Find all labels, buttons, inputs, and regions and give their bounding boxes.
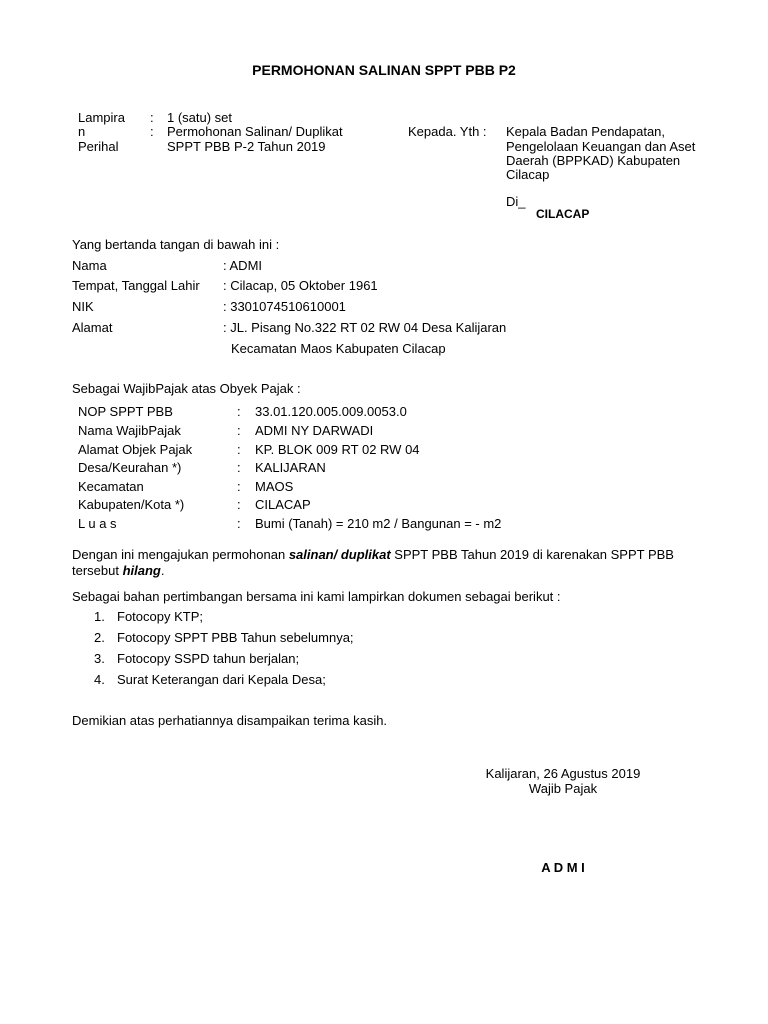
attachment-number: 4. <box>94 672 105 687</box>
request-text: . <box>160 563 165 579</box>
object-value: MAOS <box>255 479 294 494</box>
signature-place-date: Kalijaran, 26 Agustus 2019 <box>485 766 641 781</box>
perihal-label: Perihal <box>78 139 119 154</box>
object-intro: Sebagai WajibPajak atas Obyek Pajak : <box>72 381 301 396</box>
recipient-place: CILACAP <box>536 207 590 221</box>
object-colon: : <box>237 442 241 457</box>
identity-value: : JL. Pisang No.322 RT 02 RW 04 Desa Kalijaran <box>223 320 507 335</box>
object-colon: : <box>237 423 241 438</box>
object-label: Kecamatan <box>78 479 144 494</box>
lampiran-value: 1 (satu) set <box>167 110 233 125</box>
object-value: CILACAP <box>255 497 311 512</box>
object-label: Nama WajibPajak <box>78 423 181 438</box>
alamat-continuation: Kecamatan Maos Kabupaten Cilacap <box>231 341 446 356</box>
perihal-value-line1: Permohonan Salinan/ Duplikat <box>167 124 343 139</box>
attachment-item: Surat Keterangan dari Kepala Desa; <box>117 672 326 687</box>
identity-label: NIK <box>72 299 94 314</box>
lampiran-colon: : <box>150 110 154 125</box>
object-label: NOP SPPT PBB <box>78 404 173 419</box>
object-label: Kabupaten/Kota *) <box>78 497 185 512</box>
lampiran-label-wrap: n <box>78 124 86 139</box>
recipient-line2: Pengelolaan Keuangan dan Aset <box>506 139 696 154</box>
recipient-line3: Daerah (BPPKAD) Kabupaten <box>506 153 681 168</box>
object-label: Desa/Keurahan *) <box>78 460 182 475</box>
object-value: Bumi (Tanah) = 210 m2 / Bangunan = - m2 <box>255 516 502 531</box>
closing-text: Demikian atas perhatiannya disampaikan terima kasih. <box>72 713 388 728</box>
recipient-line4: Cilacap <box>506 167 550 182</box>
request-emphasis-lost: hilang <box>122 563 161 579</box>
object-colon: : <box>237 460 241 475</box>
attachment-item: Fotocopy KTP; <box>117 609 203 624</box>
object-label: Alamat Objek Pajak <box>78 442 193 457</box>
request-text: Dengan ini mengajukan permohonan <box>72 547 289 562</box>
object-colon: : <box>237 497 241 512</box>
request-emphasis-copy: salinan/ duplikat <box>288 547 391 562</box>
perihal-value-line2: SPPT PBB P-2 Tahun 2019 <box>167 139 326 154</box>
object-value: KP. BLOK 009 RT 02 RW 04 <box>255 442 420 457</box>
identity-label: Alamat <box>72 320 113 335</box>
object-label: L u a s <box>78 516 117 531</box>
attachment-number: 3. <box>94 651 105 666</box>
identity-label: Nama <box>72 258 107 273</box>
document-title: PERMOHONAN SALINAN SPPT PBB P2 <box>252 62 516 78</box>
object-colon: : <box>237 479 241 494</box>
identity-value: : 3301074510610001 <box>223 299 346 314</box>
attachment-item: Fotocopy SSPD tahun berjalan; <box>117 651 300 666</box>
identity-value: : Cilacap, 05 Oktober 1961 <box>223 278 378 293</box>
attachments-intro: Sebagai bahan pertimbangan bersama ini kami lampirkan dokumen sebagai berikut : <box>72 589 561 604</box>
object-value: 33.01.120.005.009.0053.0 <box>255 404 407 419</box>
lampiran-label: Lampira <box>78 110 125 125</box>
object-value: ADMI NY DARWADI <box>255 423 374 438</box>
object-value: KALIJARAN <box>255 460 326 475</box>
attachment-item: Fotocopy SPPT PBB Tahun sebelumnya; <box>117 630 354 645</box>
object-colon: : <box>237 516 241 531</box>
signature-role: Wajib Pajak <box>528 781 598 796</box>
signature-name: A D M I <box>541 860 585 875</box>
request-paragraph <box>72 547 712 580</box>
perihal-colon: : <box>150 124 154 139</box>
di-label: Di_ <box>506 194 526 209</box>
request-text: SPPT PBB Tahun 2019 di karenakan SPPT PBB tersebut <box>72 547 674 579</box>
attachment-number: 2. <box>94 630 105 645</box>
identity-label: Tempat, Tanggal Lahir <box>72 278 200 293</box>
intro-text: Yang bertanda tangan di bawah ini : <box>72 237 280 252</box>
attachment-number: 1. <box>94 609 105 624</box>
identity-value: : ADMI <box>223 258 263 273</box>
object-colon: : <box>237 404 241 419</box>
recipient-line1: Kepala Badan Pendapatan, <box>506 124 666 139</box>
kepada-label: Kepada. Yth : <box>408 124 487 139</box>
